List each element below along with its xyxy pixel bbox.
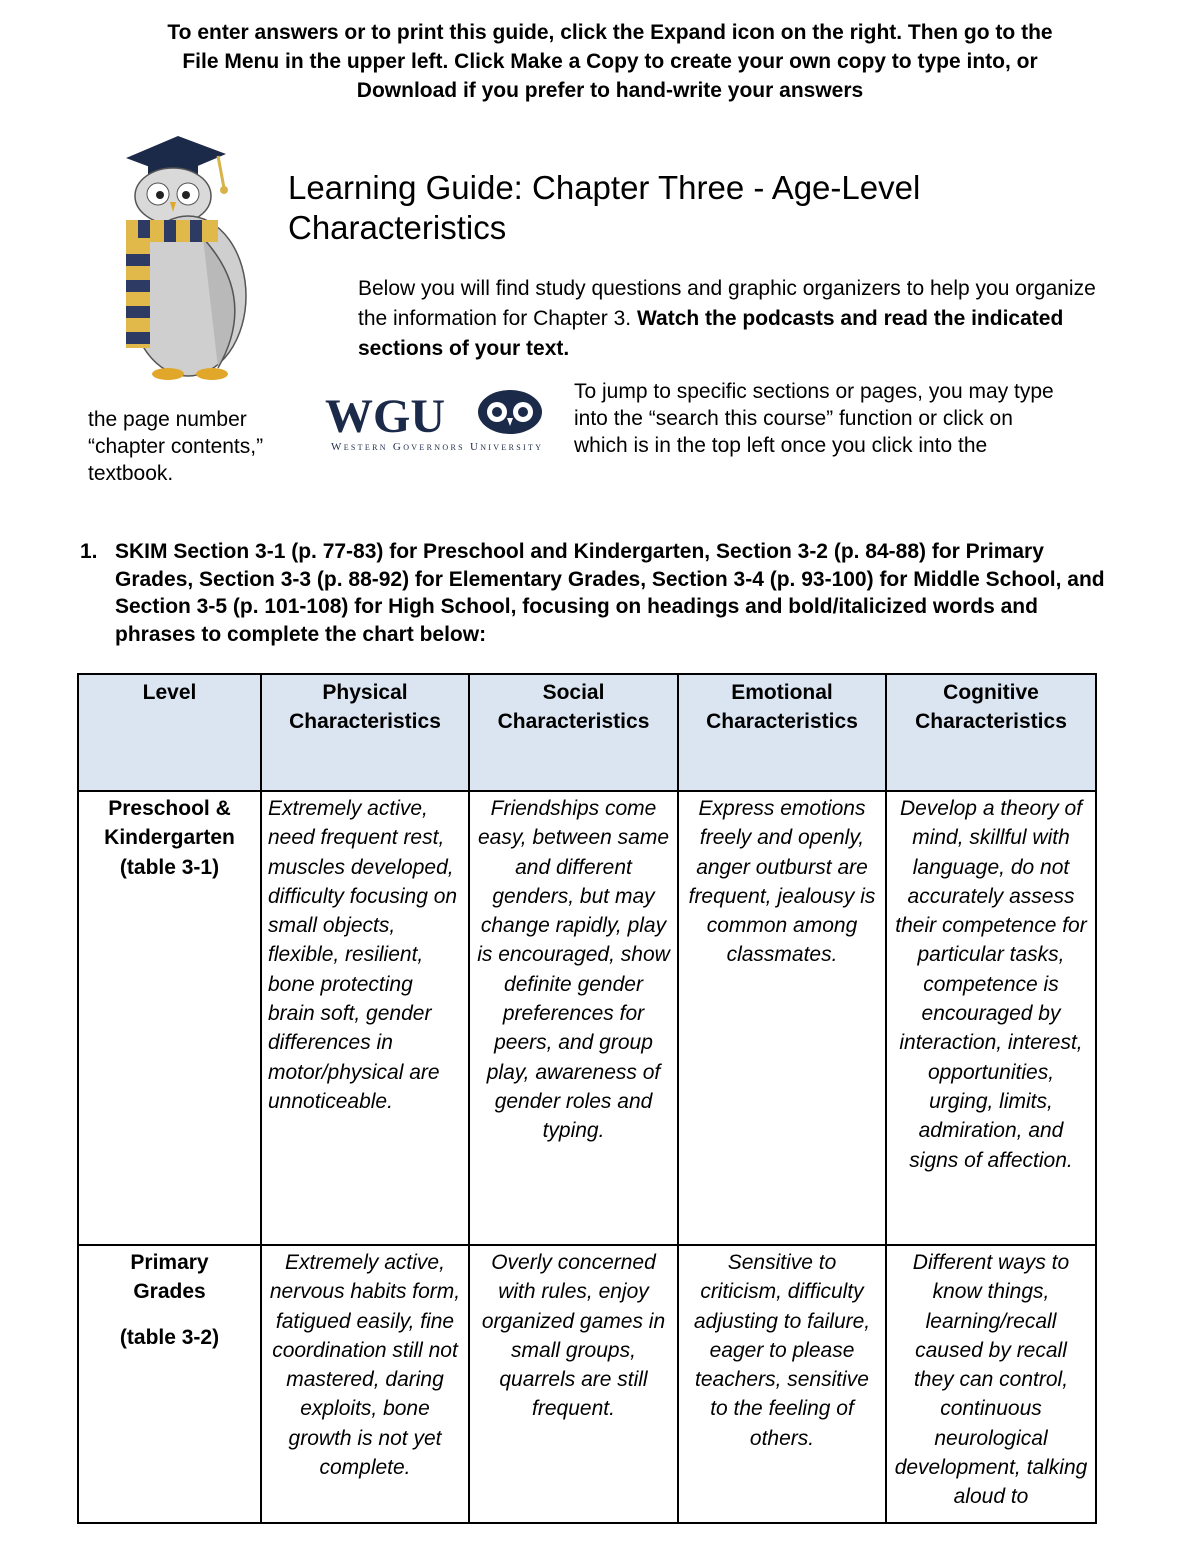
table-header-row (78, 674, 1096, 791)
jump-instructions-left (88, 406, 298, 487)
physical-answer-cell[interactable]: Extremely active, nervous habits form, fatigued easily, fine coordination still not mastered, daring exploits, bone growth is not yet complete. (261, 1245, 469, 1523)
jump-line: into the “search this course” function or click on (574, 407, 1013, 430)
header-social: Social Characteristics (469, 674, 678, 791)
logo-subtitle-text: Western Governors University (331, 441, 541, 453)
cognitive-answer-cell[interactable]: Different ways to know things, learning/recall caused by recall they can control, continuous neurological development, talking aloud to (886, 1245, 1096, 1523)
intro-text: Below you will find study questions and graphic organizers to help you organize the information for Chapter 3. (358, 277, 1096, 330)
jump-line: which is in the top left once you click into the (574, 434, 988, 457)
age-level-chart (77, 673, 1097, 1524)
notice-line: To enter answers or to print this guide, click the Expand icon on the right. Then go to the (167, 21, 1053, 44)
question-text: SKIM Section 3-1 (p. 77-83) for Preschool and Kindergarten, Section 3-2 (p. 84-88) for Primary Grades, Section 3-3 (p. 88-92) for Elementary Grades, Section 3-4 (p. 93-100) for Middle School, and Section 3-5 (p. 101-108) for High School, focusing on headings and bold/italicized words and phrases to complete the chart below: (115, 540, 1105, 646)
intro-bold-text: Watch the podcasts and read the indicated sections of your text. (358, 307, 1064, 360)
level-name: Kindergarten (104, 826, 235, 850)
header-physical: Physical Characteristics (261, 674, 469, 791)
level-table-ref: (table 3-2) (119, 1325, 220, 1349)
jump-line: the page number (88, 408, 247, 431)
title-line: Learning Guide: Chapter Three - Age-Level (288, 169, 921, 206)
question-1 (80, 538, 1120, 648)
physical-answer-cell[interactable]: Extremely active, need frequent rest, muscles developed, difficulty focusing on small objects, flexible, resilient, bone protecting brain soft, gender differences in motor/physical are unnoticeable. (261, 791, 469, 1245)
intro-paragraph (358, 274, 1118, 364)
jump-line: textbook. (88, 462, 174, 485)
owl-logo-icon (478, 390, 542, 434)
owl-mascot-illustration (108, 128, 268, 384)
level-spacer (85, 1307, 254, 1323)
title-line: Characteristics (288, 209, 507, 246)
header-cognitive: Cognitive Characteristics (886, 674, 1096, 791)
page-title (288, 168, 1088, 248)
level-name: Primary (130, 1251, 209, 1274)
logo-brand-text: WGU (325, 390, 445, 443)
jump-line: “chapter contents,” (88, 435, 264, 458)
cognitive-answer-cell[interactable]: Develop a theory of mind, skillful with language, do not accurately assess their competence for particular tasks, competence is encouraged by interaction, interest, opportunities, urging, limits, admiration, and signs of affection. (886, 791, 1096, 1245)
table-row (78, 1245, 1096, 1523)
table-row (78, 791, 1096, 1245)
notice-line: Download if you prefer to hand-write your answers (356, 79, 864, 102)
jump-instructions-right (574, 378, 1134, 459)
social-answer-cell[interactable]: Friendships come easy, between same and different genders, but may change rapidly, play is encouraged, show definite gender preferences for peers, and group play, awareness of gender roles and typing. (469, 791, 678, 1245)
level-cell (78, 791, 261, 1245)
header-emotional: Emotional Characteristics (678, 674, 886, 791)
social-answer-cell[interactable]: Overly concerned with rules, enjoy organized games in small groups, quarrels are still frequent. (469, 1245, 678, 1523)
emotional-answer-cell[interactable]: Express emotions freely and openly, anger outburst are frequent, jealousy is common among classmates. (678, 791, 886, 1245)
instructions-notice (60, 18, 1160, 105)
question-number: 1. (80, 540, 98, 563)
jump-line: To jump to specific sections or pages, you may type (574, 380, 1054, 403)
level-name: Grades (133, 1280, 206, 1304)
wgu-logo (325, 388, 547, 456)
notice-line: File Menu in the upper left. Click Make a Copy to create your own copy to type into, or (182, 50, 1038, 73)
level-table-ref: (table 3-1) (119, 855, 220, 879)
level-name: Preschool & (108, 797, 231, 820)
emotional-answer-cell[interactable]: Sensitive to criticism, difficulty adjusting to failure, eager to please teachers, sensitive to the feeling of others. (678, 1245, 886, 1523)
level-cell (78, 1245, 261, 1523)
header-level: Level (78, 674, 261, 791)
